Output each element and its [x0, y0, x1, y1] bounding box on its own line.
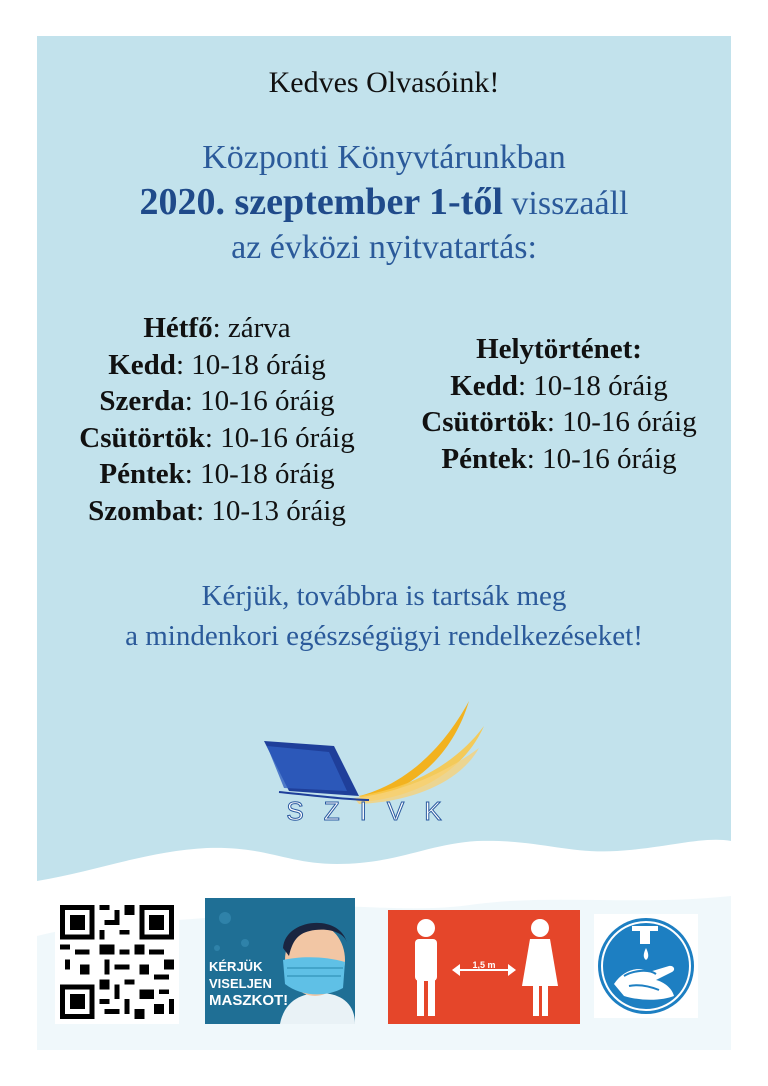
mask-sign-line1: KÉRJÜK	[209, 959, 263, 974]
hours-value: : 10-18 óráig	[175, 348, 326, 381]
mask-sign	[205, 898, 355, 1024]
headline-line2	[37, 180, 731, 226]
distance-label: 1,5 m	[472, 960, 496, 970]
logo-text: SZIVK	[286, 796, 462, 826]
notice-line1: Kérjük, továbbra is tartsák meg	[201, 580, 567, 612]
headline-line3: az évközi nyitvatartás:	[231, 229, 537, 266]
hours-value: : 10-13 óráig	[196, 494, 346, 527]
day-label: Kedd	[108, 348, 176, 381]
hours-value: : zárva	[212, 312, 291, 344]
hours-row	[37, 493, 397, 530]
poster	[37, 36, 731, 1050]
hours-value: : 10-16 óráig	[204, 421, 355, 454]
hours-row	[387, 441, 731, 478]
headline	[37, 136, 731, 270]
headline-date: 2020. szeptember 1-től	[139, 181, 503, 223]
headline-line2-rest: visszaáll	[502, 185, 629, 222]
day-label: Péntek	[99, 458, 185, 490]
headline-line1: Központi Könyvtárunkban	[202, 139, 566, 176]
main-opening-hours	[37, 310, 397, 529]
hours-row	[387, 404, 731, 441]
hours-row	[37, 310, 397, 347]
day-label: Szombat	[88, 494, 197, 527]
notice	[37, 576, 731, 656]
hours-value: : 10-16 óráig	[184, 385, 335, 417]
hours-row	[37, 347, 397, 384]
hours-row	[387, 368, 731, 405]
hours-row	[37, 383, 397, 420]
day-label: Hétfő	[143, 312, 213, 344]
day-label: Kedd	[450, 369, 518, 402]
hours-value: : 10-16 óráig	[526, 442, 677, 475]
hours-value: : 10-16 óráig	[546, 406, 697, 438]
mask-sign-line2: VISELJEN	[209, 976, 272, 991]
hours-row	[37, 456, 397, 493]
notice-line2: a mindenkori egészségügyi rendelkezéseket!	[125, 620, 643, 652]
local-history-hours	[387, 331, 731, 477]
hours-value: : 10-18 óráig	[184, 458, 335, 490]
local-history-title: Helytörténet:	[476, 333, 642, 365]
day-label: Csütörtök	[421, 406, 547, 438]
mask-sign-line3: MASZKOT!	[209, 992, 289, 1009]
day-label: Csütörtök	[79, 421, 205, 454]
hand-wash-icon	[594, 914, 698, 1018]
distance-sign	[388, 910, 580, 1024]
day-label: Péntek	[441, 442, 527, 475]
mask-sign-text	[209, 958, 288, 1009]
qr-code-icon	[55, 900, 179, 1024]
hours-row	[37, 420, 397, 457]
hours-value: : 10-18 óráig	[517, 369, 668, 402]
day-label: Szerda	[99, 385, 185, 417]
greeting: Kedves Olvasóink!	[268, 66, 500, 99]
